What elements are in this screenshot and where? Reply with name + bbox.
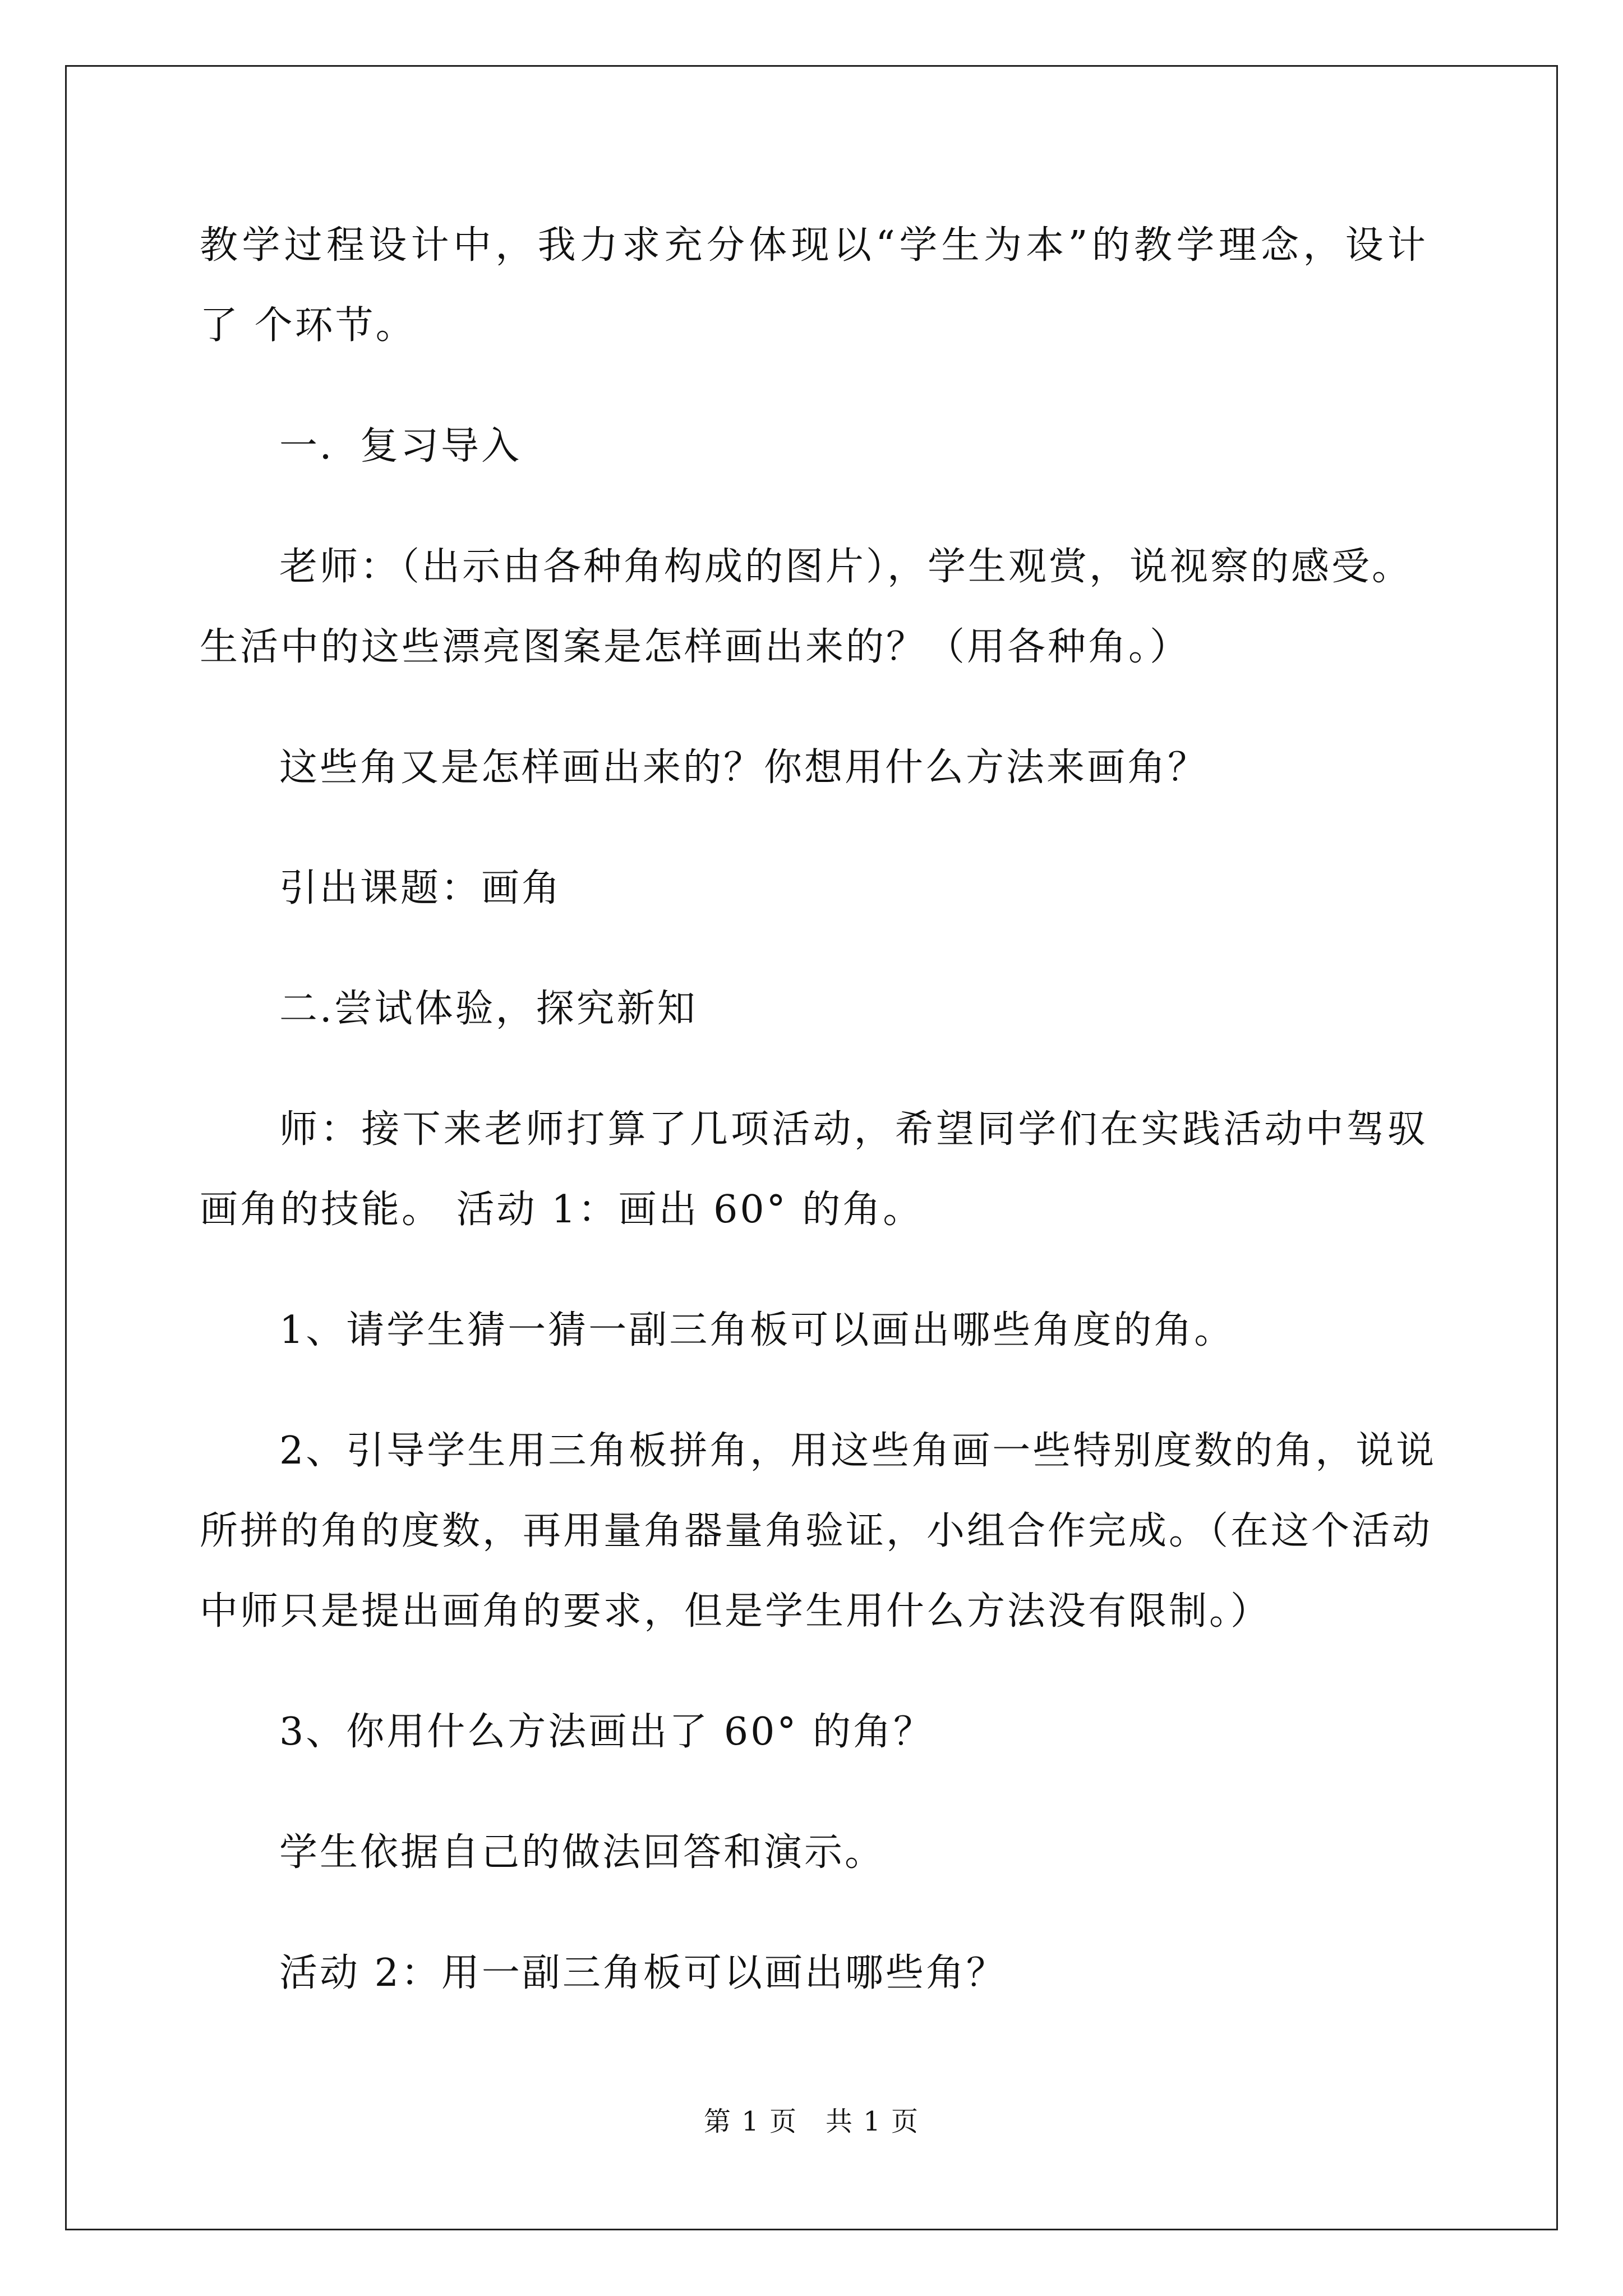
list-item: 2、引导学生用三角板拼角，用这些角画一些特别度数的角，说说 <box>279 1429 1437 1473</box>
paragraph-line: 所拼的角的度数，再用量角器量角验证，小组合作完成。（在这个活动 <box>200 1509 1433 1553</box>
paragraph-line: 了 个环节。 <box>200 303 416 348</box>
section-heading: 二.尝试体验，探究新知 <box>279 987 698 1031</box>
section-heading: 一．复习导入 <box>279 424 522 468</box>
paragraph-line: 中师只是提出画角的要求，但是学生用什么方法没有限制。） <box>200 1589 1271 1634</box>
paragraph-line: 教学过程设计中，我力求充分体现以“学生为本”的教学理念，设计 <box>200 223 1428 268</box>
paragraph-line: 活动 2：用一副三角板可以画出哪些角？ <box>279 1951 1007 1995</box>
paragraph-line: 这些角又是怎样画出来的？你想用什么方法来画角？ <box>279 746 1209 790</box>
list-item: 1、请学生猜一猜一副三角板可以画出哪些角度的角。 <box>279 1308 1235 1352</box>
paragraph-line: 师：接下来老师打算了几项活动，希望同学们在实践活动中驾驭 <box>279 1107 1428 1152</box>
paragraph-line: 学生依据自己的做法回答和演示。 <box>279 1830 886 1875</box>
page-number-footer: 第 1 页 共 1 页 <box>703 2106 920 2137</box>
paragraph-line: 引出课题：画角 <box>279 866 562 910</box>
paragraph-line: 画角的技能。 活动 1：画出 60° 的角。 <box>200 1188 924 1232</box>
list-item: 3、你用什么方法画出了 60° 的角？ <box>279 1710 934 1754</box>
paragraph-line: 生活中的这些漂亮图案是怎样画出来的？（用各种角。） <box>200 625 1191 669</box>
paragraph-line: 老师：（出示由各种角构成的图片），学生观赏，说视察的感受。 <box>279 545 1413 589</box>
